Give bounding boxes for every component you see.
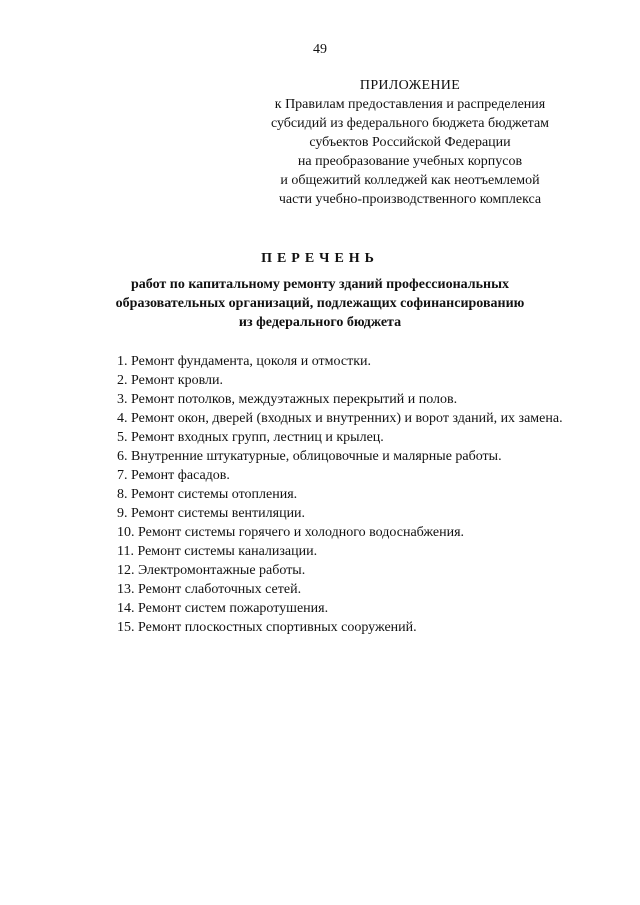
list-item: 2. Ремонт кровли.: [117, 373, 223, 388]
appendix-line: и общежитий колледжей как неотъемлемой: [280, 173, 540, 188]
list-item: 3. Ремонт потолков, междуэтажных перекрытий и полов.: [117, 392, 458, 407]
appendix-line: на преобразование учебных корпусов: [297, 154, 523, 169]
works-list: [75, 352, 565, 637]
subtitle-line: работ по капитальному ремонту зданий профессиональных: [130, 277, 510, 292]
appendix-title: ПРИЛОЖЕНИЕ: [359, 78, 461, 93]
list-title: ПЕРЕЧЕНЬ: [261, 251, 379, 266]
list-item: 13. Ремонт слаботочных сетей.: [117, 582, 302, 597]
appendix-block: [240, 76, 580, 209]
list-item: 1. Ремонт фундамента, цоколя и отмостки.: [117, 354, 371, 369]
list-item: 6. Внутренние штукатурные, облицовочные и малярные работы.: [117, 449, 502, 464]
list-item: 14. Ремонт систем пожаротушения.: [117, 601, 329, 616]
list-item: 12. Электромонтажные работы.: [117, 563, 306, 578]
list-item: 8. Ремонт системы отопления.: [117, 487, 298, 502]
appendix-line: части учебно-производственного комплекса: [278, 192, 542, 207]
list-item: 9. Ремонт системы вентиляции.: [117, 506, 306, 521]
appendix-line: к Правилам предоставления и распределения: [274, 97, 546, 112]
list-item: 7. Ремонт фасадов.: [117, 468, 230, 483]
list-item: 4. Ремонт окон, дверей (входных и внутренних) и ворот зданий, их замена.: [117, 411, 563, 426]
list-item: 11. Ремонт системы канализации.: [117, 544, 318, 559]
list-item: 15. Ремонт плоскостных спортивных сооружений.: [117, 620, 417, 635]
appendix-line: субъектов Российской Федерации: [309, 135, 511, 150]
appendix-line: субсидий из федерального бюджета бюджетам: [270, 116, 550, 131]
page-number: 49: [313, 42, 327, 57]
list-item: 10. Ремонт системы горячего и холодного водоснабжения.: [117, 525, 465, 540]
list-item: 5. Ремонт входных групп, лестниц и крылец.: [117, 430, 384, 445]
subtitle-line: образовательных организаций, подлежащих софинансированию: [115, 296, 525, 311]
subtitle-line: из федерального бюджета: [238, 315, 402, 330]
list-subtitle: [80, 275, 560, 332]
